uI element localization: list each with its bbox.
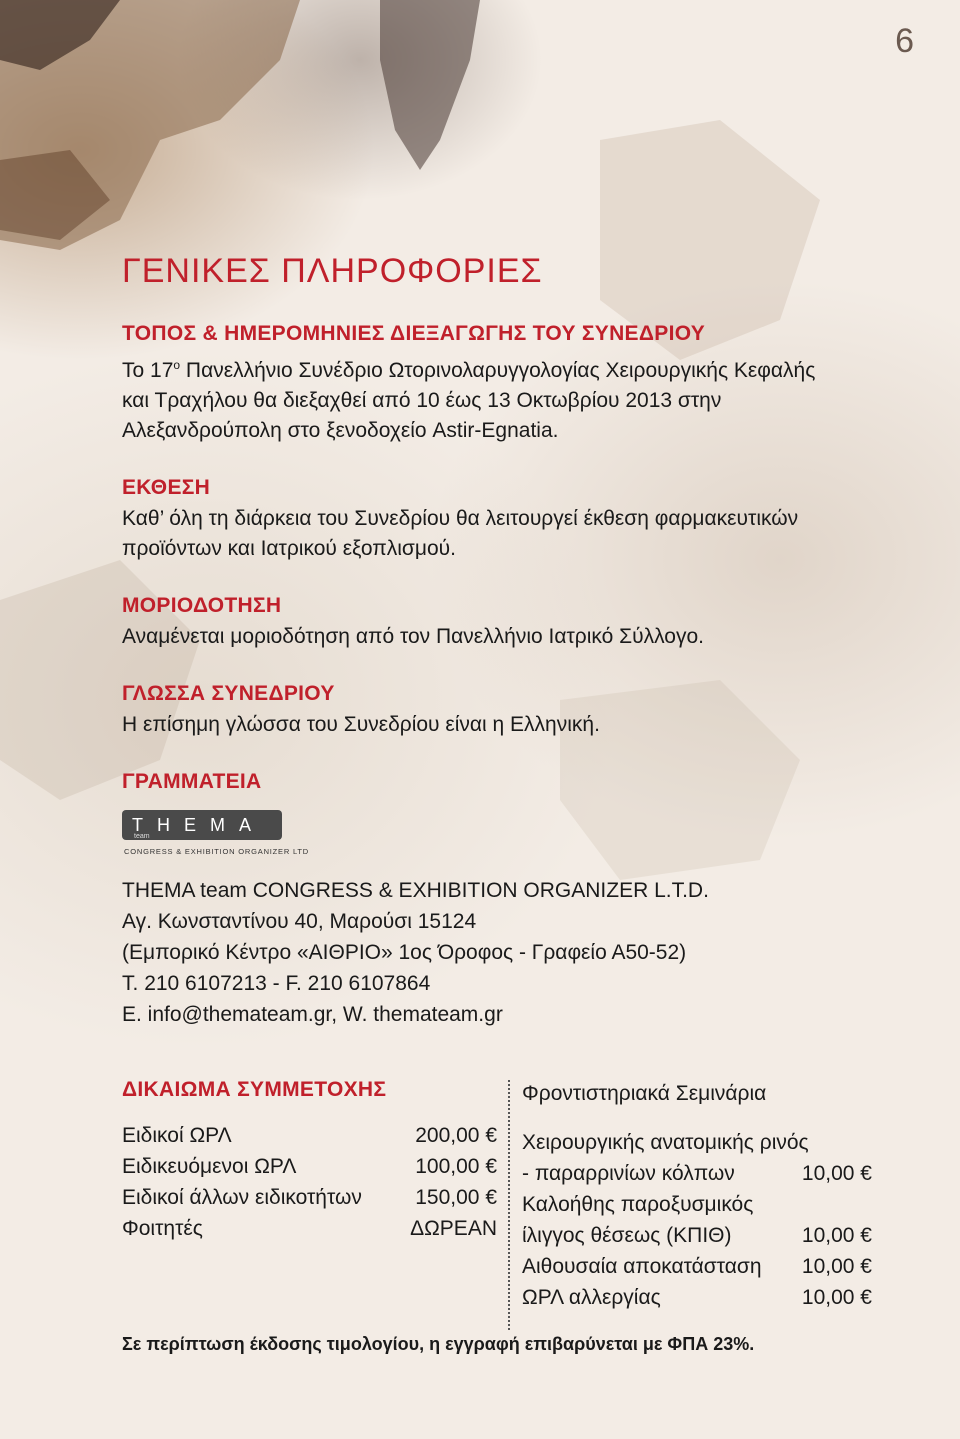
credits-section	[122, 594, 822, 652]
vat-footnote: Σε περίπτωση έκδοσης τιμολογίου, η εγγραφή επιβαρύνεται με ΦΠΑ 23%.	[122, 1334, 755, 1354]
svg-text:CONGRESS & EXHIBITION ORGANIZE: CONGRESS & EXHIBITION ORGANIZER LTD	[124, 847, 309, 856]
registration-fees	[122, 1078, 497, 1244]
venue-text: Το $17^o$ Πανελλήνιο Συνέδριο Ωτορινολαρυγγολογίας Χειρουργικής Κεφαλής και Τραχήλου θα διεξαχθεί από 10 έως 13 Οκτωβρίου 2013 στην Αλεξανδρούπολη στο ξενοδοχείο Astir-Egnatia.	[122, 358, 816, 442]
seminar-row: ίλιγγος θέσεως (ΚΠΙΘ) 10,00 €	[522, 1224, 872, 1247]
seminars-heading: Φροντιστηριακά Σεμινάρια	[522, 1082, 767, 1105]
seminar-row: ΩΡΛ αλλεργίας 10,00 €	[522, 1286, 872, 1309]
venue-section	[122, 322, 822, 446]
language-section	[122, 682, 822, 740]
seminar-row: Αιθουσαία αποκατάσταση 10,00 €	[522, 1255, 872, 1278]
language-text: Η επίσημη γλώσσα του Συνεδρίου είναι η Ελληνική.	[122, 713, 600, 736]
fee-row: Ειδικευόμενοι ΩΡΛ 100,00 €	[122, 1155, 497, 1178]
fee-row: Φοιτητές ΔΩΡΕΑΝ	[122, 1217, 497, 1240]
contact-address: Αγ. Κωνσταντίνου 40, Μαρούσι 15124	[122, 910, 477, 933]
language-heading: ΓΛΩΣΣΑ ΣΥΝΕΔΡΙΟΥ	[122, 682, 335, 705]
fees-heading: ΔΙΚΑΙΩΜΑ ΣΥΜΜΕΤΟΧΗΣ	[122, 1078, 387, 1101]
seminar-line: Χειρουργικής ανατομικής ρινός	[522, 1131, 809, 1154]
page-number: 6	[895, 22, 914, 60]
contact-info	[122, 875, 822, 1030]
venue-heading: ΤΟΠΟΣ & ΗΜΕΡΟΜΗΝΙΕΣ ΔΙΕΞΑΓΩΓΗΣ ΤΟΥ ΣΥΝΕΔΡΙΟΥ	[122, 322, 706, 345]
exhibition-section	[122, 476, 822, 564]
page-title: ΓΕΝΙΚΕΣ ΠΛΗΡΟΦΟΡΙΕΣ	[122, 252, 543, 290]
credits-text: Αναμένεται μοριοδότηση από τον Πανελλήνιο Ιατρικό Σύλλογο.	[122, 625, 704, 648]
secretariat-section	[122, 770, 822, 1030]
credits-heading: ΜΟΡΙΟΔΟΤΗΣΗ	[122, 594, 282, 617]
secretariat-heading: ΓΡΑΜΜΑΤΕΙΑ	[122, 770, 262, 793]
svg-text:team: team	[134, 833, 150, 840]
column-divider	[508, 1080, 510, 1330]
contact-building: (Εμπορικό Κέντρο «ΑΙΘΡΙΟ» 1ος Όροφος - Γραφείο Α50-52)	[122, 941, 687, 964]
seminars-list	[522, 1078, 872, 1313]
svg-text:THEMA: THEMA	[132, 815, 265, 835]
seminar-row: - παραρρινίων κόλπων 10,00 €	[522, 1162, 872, 1185]
exhibition-heading: ΕΚΘΕΣΗ	[122, 476, 211, 499]
contact-company: THEMA team CONGRESS & EXHIBITION ORGANIZER L.T.D.	[122, 879, 709, 902]
fee-row: Ειδικοί ΩΡΛ 200,00 €	[122, 1124, 497, 1147]
thema-logo	[122, 810, 309, 860]
main-content	[122, 322, 822, 1030]
contact-email-web: E. info@thematеam.gr, W. themateam.gr	[122, 1003, 503, 1026]
exhibition-text: Καθ’ όλη τη διάρκεια του Συνεδρίου θα λειτουργεί έκθεση φαρμακευτικών προϊόντων και Ιατρικού εξοπλισμού.	[122, 507, 799, 560]
contact-phone: Τ. 210 6107213 - F. 210 6107864	[122, 972, 431, 995]
seminar-line: Καλοήθης παροξυσμικός	[522, 1193, 754, 1216]
fee-row: Ειδικοί άλλων ειδικοτήτων 150,00 €	[122, 1186, 497, 1209]
